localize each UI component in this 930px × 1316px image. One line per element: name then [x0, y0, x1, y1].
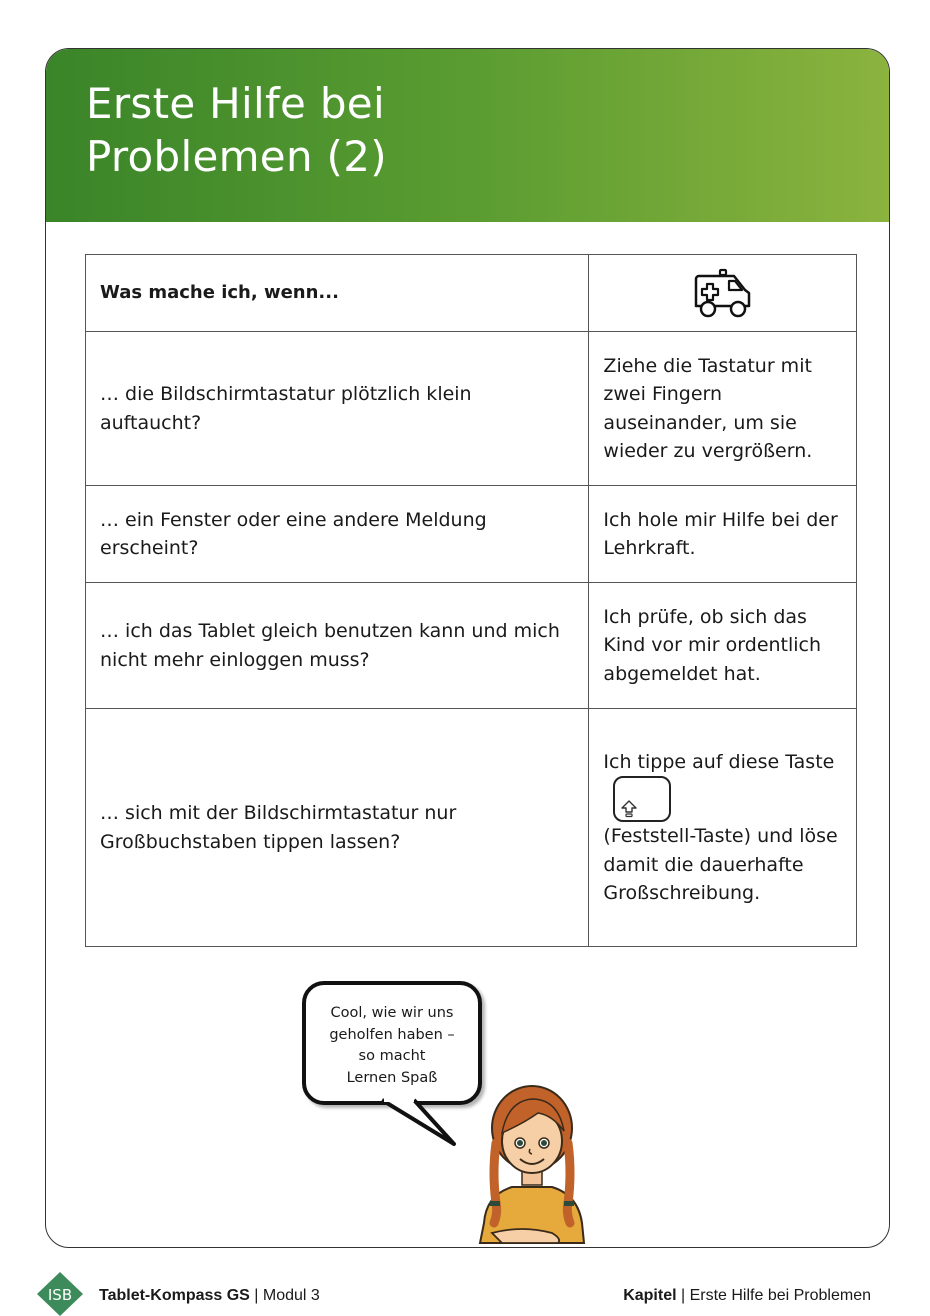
isb-logo: [37, 1272, 83, 1316]
answer-cell: Ziehe die Tastatur mit zwei Fingern auseinander, um sie wieder zu vergrößern.: [589, 332, 857, 486]
table-header-row: [86, 255, 857, 332]
svg-text:ISB: ISB: [47, 1286, 73, 1304]
answer-cell: [589, 709, 857, 947]
answer-text-part-1: Ich tippe auf diese Taste: [603, 750, 835, 773]
bubble-line: Lernen Spaß: [346, 1069, 438, 1086]
footer-chapter-label: Kapitel: [623, 1287, 677, 1304]
answer-cell: Ich prüfe, ob sich das Kind vor mir ordentlich abgemeldet hat.: [589, 583, 857, 709]
icon-column-header: [589, 255, 857, 332]
page-title: [86, 77, 387, 183]
bubble-line: geholfen haben –: [329, 1026, 455, 1043]
title-line-1: Erste Hilfe bei: [86, 79, 385, 128]
question-cell: … sich mit der Bildschirmtastatur nur Großbuchstaben tippen lassen?: [86, 709, 589, 947]
help-table: [85, 254, 857, 947]
footer-course-title: Tablet-Kompass GS: [99, 1287, 250, 1304]
question-cell: … die Bildschirmtastatur plötzlich klein auftaucht?: [86, 332, 589, 486]
answer-text-part-2: (Feststell-Taste) und löse damit die dauerhafte Großschreibung.: [603, 825, 838, 904]
speech-bubble-tail: [380, 1098, 460, 1148]
footer-separator: |: [249, 1287, 263, 1304]
question-column-header: Was mache ich, wenn...: [86, 255, 589, 332]
bubble-line: so macht: [358, 1048, 426, 1064]
table-row: [86, 332, 857, 486]
title-line-2: Problemen (2): [86, 132, 387, 181]
footer-right: [623, 1287, 871, 1305]
question-cell: … ich das Tablet gleich benutzen kann und mich nicht mehr einloggen muss?: [86, 583, 589, 709]
answer-cell: Ich hole mir Hilfe bei der Lehrkraft.: [589, 486, 857, 583]
table-row: [86, 709, 857, 947]
footer-left: [99, 1287, 320, 1305]
ambulance-icon: [691, 267, 755, 319]
speech-bubble: [302, 981, 482, 1105]
girl-illustration: [472, 1083, 592, 1248]
footer-module: Modul 3: [262, 1287, 320, 1304]
question-cell: … ein Fenster oder eine andere Meldung erscheint?: [86, 486, 589, 583]
caps-lock-key-icon: [613, 776, 671, 822]
table-row: [86, 583, 857, 709]
table-row: [86, 486, 857, 583]
title-banner: [46, 49, 889, 222]
footer-separator: |: [676, 1287, 690, 1304]
footer-chapter-title: Erste Hilfe bei Problemen: [689, 1287, 871, 1304]
bubble-line: Cool, wie wir uns: [330, 1005, 454, 1021]
